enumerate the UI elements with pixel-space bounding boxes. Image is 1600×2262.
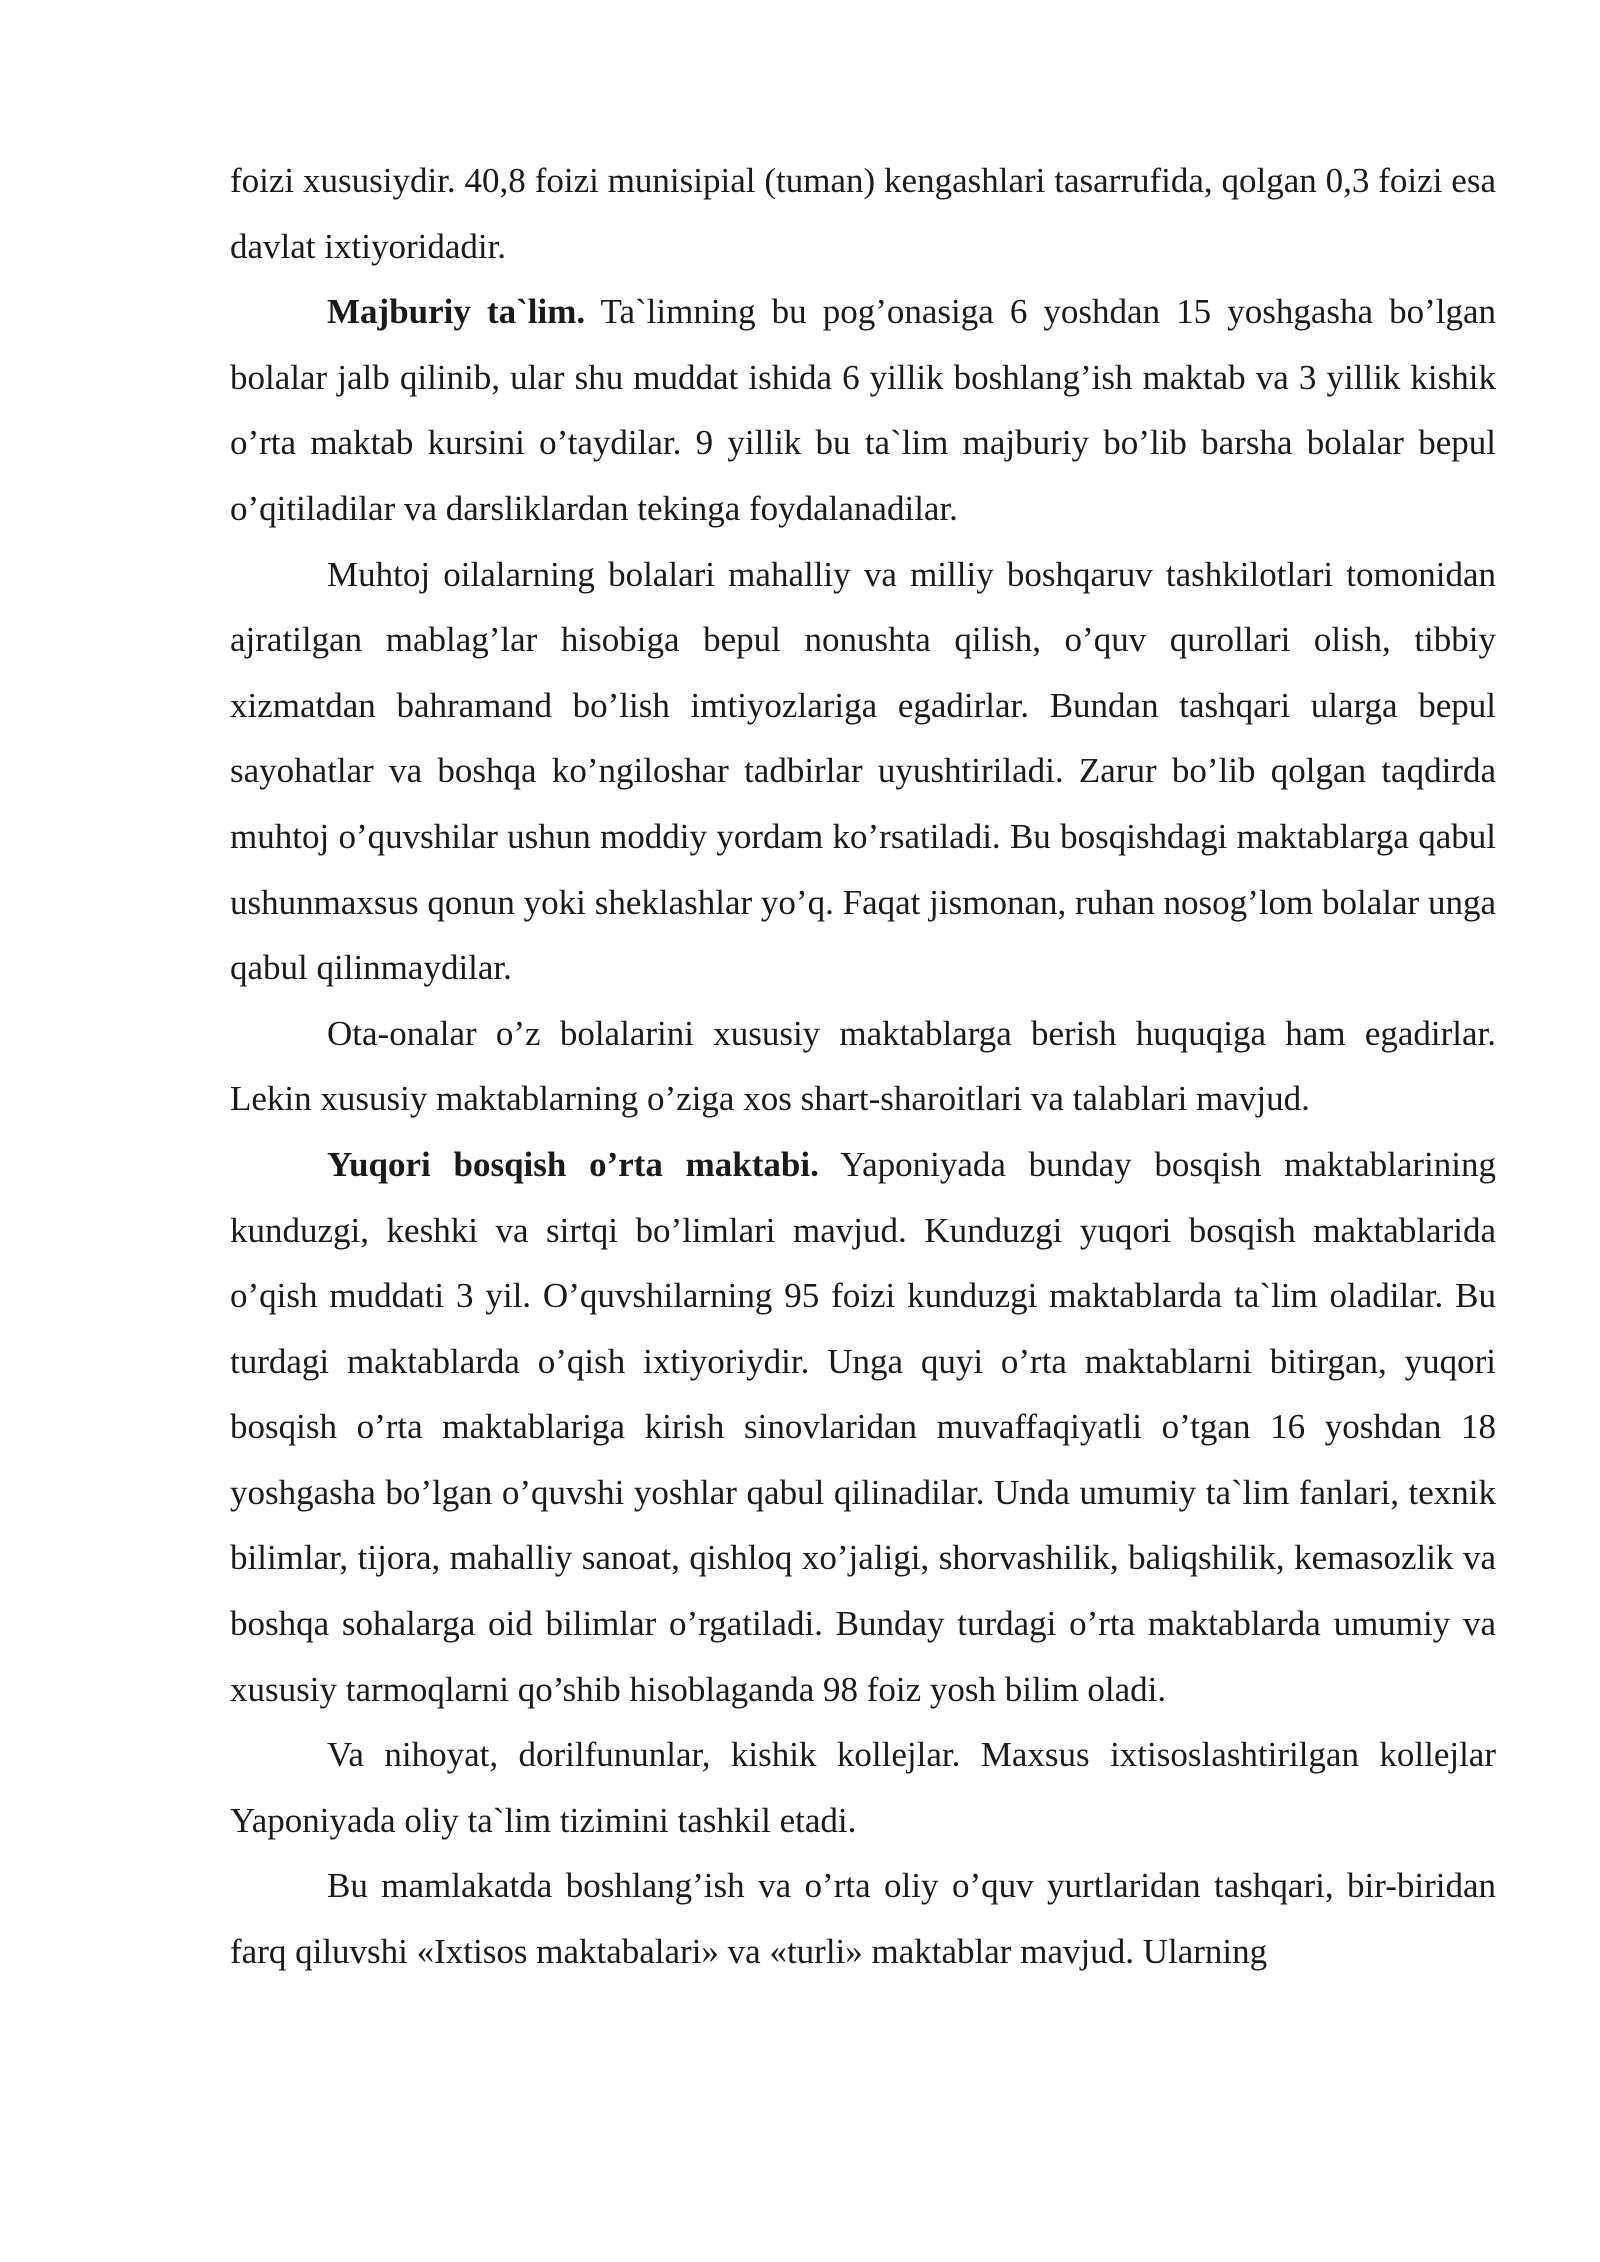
paragraph-text: Muhtoj oilalarning bolalari mahalliy va milliy boshqaruv tashkilotlari tomonidan ajratilgan mablag’lar hisobiga bepul nonushta qilish, o’quv qurollari olish, tibbiy xizmatdan bahramand bo’lish imtiyozlariga egadirlar. Bundan tashqari ularga bepul sayohatlar va boshqa ko’ngiloshar tadbirlar uyushtiriladi. Zarur bo’lib qolgan taqdirda muhtoj o’quvshilar ushun moddiy yordam ko’rsatiladi. Bu bosqishdagi maktablarga qabul ushunmaxsus qonun yoki sheklashlar yo’q. Faqat jismonan, ruhan nosog’lom bolalar unga qabul qilinmaydilar. — [230, 554, 1496, 988]
paragraph-needy-families — [230, 542, 1496, 1001]
paragraph-text: Yaponiyada bunday bosqish maktablarining kunduzgi, keshki va sirtqi bo’limlari mavjud. Kunduzgi yuqori bosqish maktablarida o’qish muddati 3 yil. O’quvshilarning 95 foizi kunduzgi maktablarda ta`lim oladilar. Bu turdagi maktablarda o’qish ixtiyoriydir. Unga quyi o’rta maktablarni bitirgan, yuqori bosqish o’rta maktablariga kirish sinovlaridan muvaffaqiyatli o’tgan 16 yoshdan 18 yoshgasha bo’lgan o’quvshi yoshlar qabul qilinadilar. Unda umumiy ta`lim fanlari, texnik bilimlar, tijora, mahalliy sanoat, qishloq xo’jaligi, shorvashilik, baliqshilik, kemasozlik va boshqa sohalarga oid bilimlar o’rgatiladi. Bunday turdagi o’rta maktablarda umumiy va xususiy tarmoqlarni qo’shib hisoblaganda 98 foiz yosh bilim oladi. — [230, 1144, 1496, 1709]
paragraph-text: Ota-onalar o’z bolalarini xususiy maktablarga berish huquqiga ham egadirlar. Lekin xususiy maktablarning o’ziga xos shart-sharoitlari va talablari mavjud. — [230, 1013, 1496, 1119]
paragraph-compulsory-education — [230, 279, 1496, 541]
paragraph-heading: Majburiy ta`lim. — [327, 292, 586, 332]
paragraph-heading: Yuqori bosqish o’rta maktabi. — [327, 1144, 819, 1184]
paragraph-continuation — [230, 148, 1496, 279]
paragraph-text: Bu mamlakatda boshlang’ish va o’rta oliy o’quv yurtlaridan tashqari, bir-biridan farq qiluvshi «Ixtisos maktabalari» va «turli» maktablar mavjud. Ularning — [230, 1866, 1496, 1972]
paragraph-text: foizi xususiydir. 40,8 foizi munisipial (tuman) kengashlari tasarrufida, qolgan 0,3 foizi esa davlat ixtiyoridadir. — [230, 161, 1496, 266]
paragraph-special-schools — [230, 1853, 1496, 1984]
paragraph-upper-secondary — [230, 1132, 1496, 1722]
paragraph-private-schools — [230, 1001, 1496, 1132]
paragraph-text: Ta`limning bu pog’onasiga 6 yoshdan 15 yoshgasha bo’lgan bolalar jalb qilinib, ular shu muddat ishida 6 yillik boshlang’ish maktab va 3 yillik kishik o’rta maktab kursini o’taydilar. 9 yillik bu ta`lim majburiy bo’lib barsha bolalar bepul o’qitiladilar va darsliklardan tekinga foydalanadilar. — [230, 292, 1497, 528]
paragraph-text: Va nihoyat, dorilfununlar, kishik kollejlar. Maxsus ixtisoslashtirilgan kollejlar Yaponiyada oliy ta`lim tizimini tashkil etadi. — [230, 1735, 1496, 1840]
paragraph-higher-education — [230, 1722, 1496, 1853]
body-text — [230, 148, 1496, 1985]
